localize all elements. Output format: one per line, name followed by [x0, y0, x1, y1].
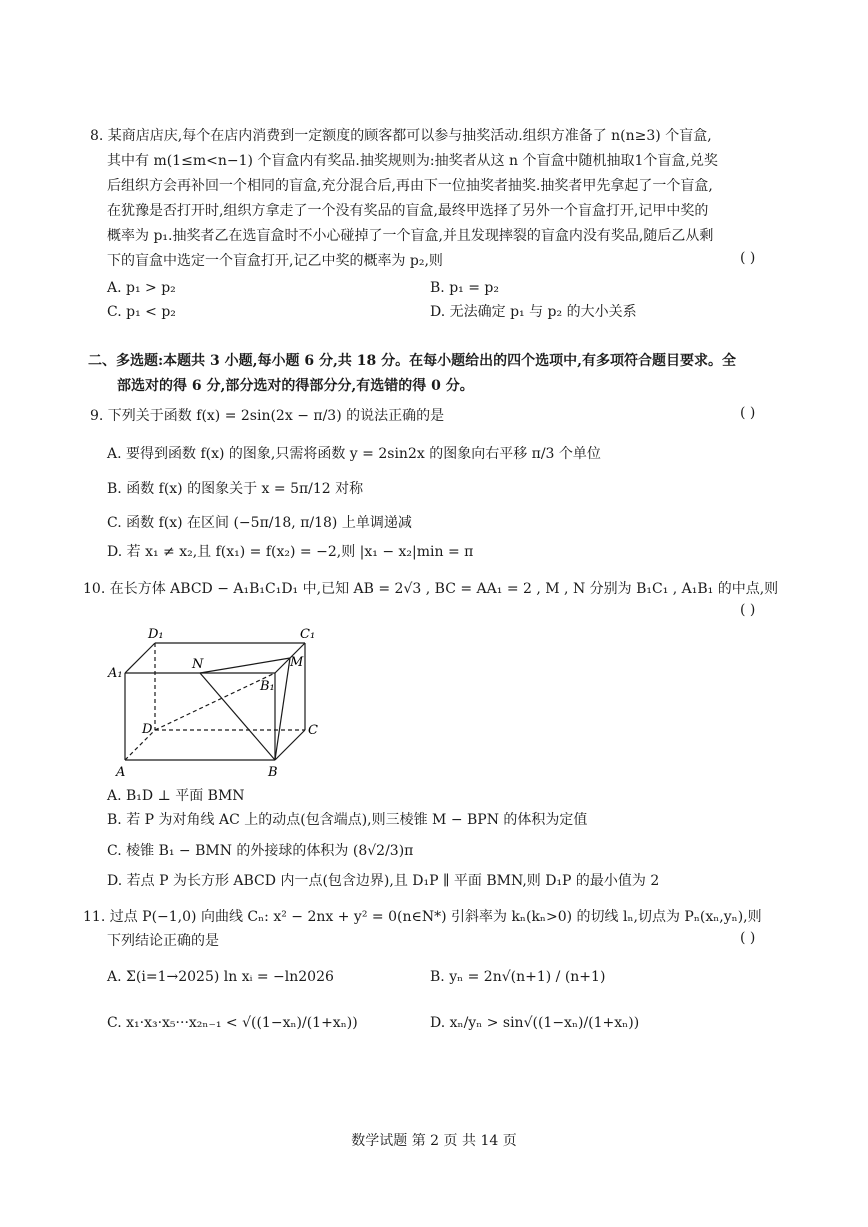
q10-stem: 10. 在长方体 ABCD − A₁B₁C₁D₁ 中,已知 AB = 2√3 , BC = AA₁ = 2 , M , N 分别为 B₁C₁ , A₁B₁ 的中点,则	[83, 581, 779, 597]
label-a: A	[116, 765, 126, 780]
q9-option-c: C. 函数 f(x) 在区间 (−5π/18, π/18) 上单调递减	[107, 515, 412, 531]
q8-line-1: 8. 某商店店庆,每个在店内消费到一定额度的顾客都可以参与抽奖活动.组织方准备了 n(n≥3) 个盲盒,	[90, 128, 712, 144]
q8-line-4: 在犹豫是否打开时,组织方拿走了一个没有奖品的盲盒,最终甲选择了另外一个盲盒打开,记甲中奖的	[107, 203, 709, 219]
q8-option-b: B. p₁ = p₂	[430, 280, 499, 296]
q10-answer-paren: ( )	[740, 602, 756, 618]
q11-option-c: C. x₁·x₃·x₅···x₂ₙ₋₁ < √((1−xₙ)/(1+xₙ))	[107, 1015, 358, 1031]
q11-option-b: B. yₙ = 2n√(n+1) / (n+1)	[430, 969, 606, 985]
label-n: N	[192, 657, 204, 672]
q8-line-3: 后组织方会再补回一个相同的盲盒,充分混合后,再由下一位抽奖者抽奖.抽奖者甲先拿起了一个盲盒,	[107, 178, 713, 194]
q8-answer-paren: ( )	[740, 250, 756, 266]
q8-line-2: 其中有 m(1≤m<n−1) 个盲盒内有奖品.抽奖规则为:抽奖者从这 n 个盲盒中随机抽取1个盲盒,兑奖	[107, 153, 718, 169]
q9-option-a: A. 要得到函数 f(x) 的图象,只需将函数 y = 2sin2x 的图象向右平移 π/3 个单位	[107, 446, 601, 462]
edge-a1d1	[125, 643, 155, 673]
label-c: C	[308, 723, 318, 738]
section-2-heading-cont: 部选对的得 6 分,部分选对的得部分分,有选错的得 0 分。	[117, 378, 474, 394]
q10-option-d: D. 若点 P 为长方形 ABCD 内一点(包含边界),且 D₁P ∥ 平面 BMN,则 D₁P 的最小值为 2	[107, 873, 660, 889]
q11-option-d: D. xₙ/yₙ > sin√((1−xₙ)/(1+xₙ))	[430, 1015, 640, 1031]
label-m: M	[290, 655, 304, 670]
q11-answer-paren: ( )	[740, 930, 756, 946]
q11-line-2: 下列结论正确的是	[107, 933, 219, 949]
q8-line-5: 概率为 p₁.抽奖者乙在选盲盒时不小心碰掉了一个盲盒,并且发现摔裂的盲盒内没有奖品,随后乙从剩	[107, 228, 714, 244]
q10-option-a: A. B₁D ⊥ 平面 BMN	[107, 788, 245, 804]
label-c1: C₁	[300, 627, 316, 642]
label-d1: D₁	[148, 627, 164, 642]
label-a1: A₁	[108, 666, 123, 681]
label-b1: B₁	[260, 679, 275, 694]
segment-mb	[275, 658, 290, 760]
page-footer: 数学试题 第 2 页 共 14 页	[351, 1133, 517, 1149]
q9-answer-paren: ( )	[740, 405, 756, 421]
q8-option-a: A. p₁ > p₂	[107, 280, 176, 296]
label-d: D	[142, 722, 153, 737]
q8-line-6: 下的盲盒中选定一个盲盒打开,记乙中奖的概率为 p₂,则	[107, 253, 443, 269]
q9-stem: 9. 下列关于函数 f(x) = 2sin(2x − π/3) 的说法正确的是	[90, 408, 445, 424]
section-2-heading: 二、多选题:本题共 3 小题,每小题 6 分,共 18 分。在每小题给出的四个选项中,有多项符合题目要求。全	[88, 353, 736, 369]
q10-option-b: B. 若 P 为对角线 AC 上的动点(包含端点),则三棱锥 M − BPN 的体积为定值	[107, 812, 588, 828]
label-b: B	[268, 765, 278, 780]
cuboid-figure	[100, 620, 340, 785]
q8-option-d: D. 无法确定 p₁ 与 p₂ 的大小关系	[430, 304, 637, 320]
q11-line-1: 11. 过点 P(−1,0) 向曲线 Cₙ: x² − 2nx + y² = 0(n∈N*) 引斜率为 kₙ(kₙ>0) 的切线 lₙ,切点为 Pₙ(xₙ,yₙ),则	[83, 909, 762, 925]
diagonal-db1	[155, 673, 275, 730]
q8-option-c: C. p₁ < p₂	[107, 304, 176, 320]
q9-option-d: D. 若 x₁ ≠ x₂,且 f(x₁) = f(x₂) = −2,则 |x₁ − x₂|min = π	[107, 544, 474, 560]
q11-option-a: A. Σ(i=1→2025) ln xᵢ = −ln2026	[107, 969, 334, 985]
q10-option-c: C. 棱锥 B₁ − BMN 的外接球的体积为 (8√2/3)π	[107, 843, 414, 859]
q9-option-b: B. 函数 f(x) 的图象关于 x = 5π/12 对称	[107, 481, 364, 497]
edge-bc	[275, 730, 305, 760]
